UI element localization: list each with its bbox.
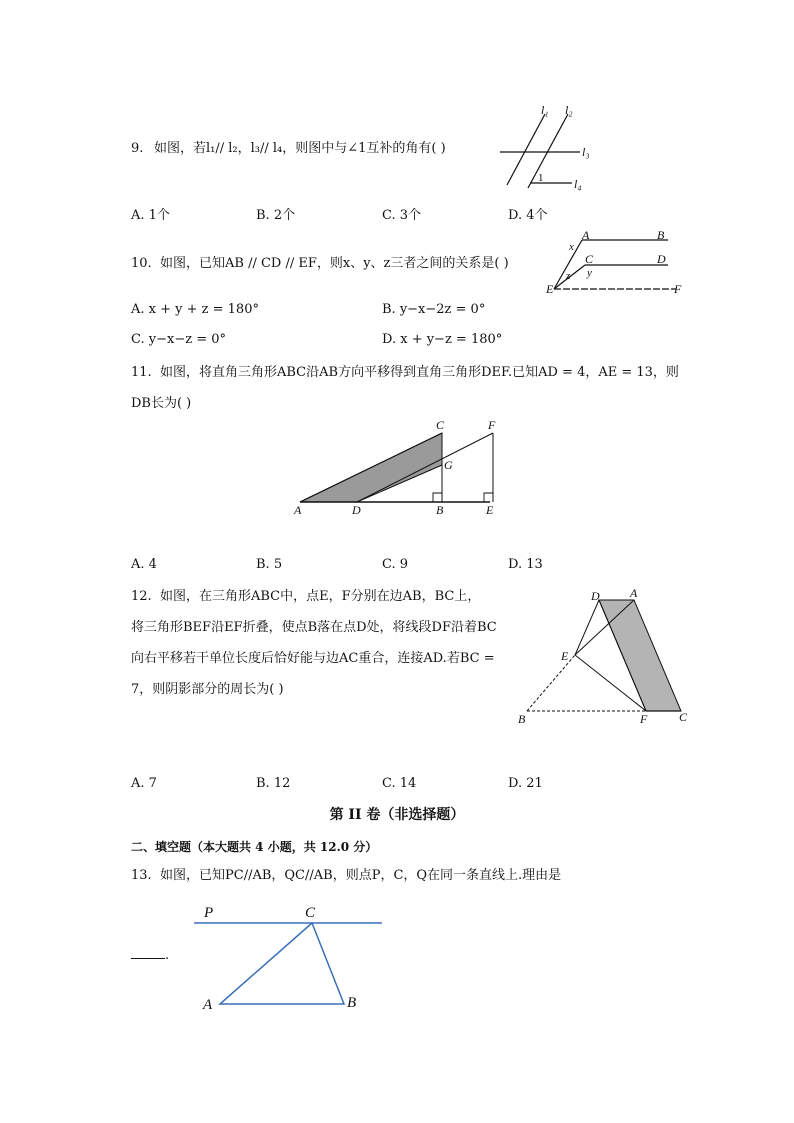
q9-label-l2: l₂ <box>565 103 573 117</box>
q12-line-ed <box>575 600 599 655</box>
q12-option-c[interactable]: C. 14 <box>382 776 417 791</box>
q11-label-b: B <box>436 503 444 517</box>
q11-stem-line1: 如图，将直角三角形ABC沿AB方向平移得到直角三角形DEF.已知AD = 4，AE = 13，则 <box>160 365 679 380</box>
q12-stem-line4: 7，则阴影部分的周长为( ) <box>131 682 284 697</box>
q9-label-l1: l₁ <box>541 103 549 117</box>
q10-option-a[interactable]: A. x + y + z = 180° <box>131 302 259 317</box>
q10-label-b: B <box>657 228 665 242</box>
q11-option-b[interactable]: B. 5 <box>256 557 283 572</box>
q11-right-angle-b <box>433 493 442 502</box>
q10-label-e: E <box>546 282 554 296</box>
q12-stem-line2: 将三角形BEF沿EF折叠，使点B落在点D处，将线段DF沿着BC <box>131 620 497 635</box>
q13-stem: 如图，已知PC//AB，QC//AB，则点P，C，Q在同一条直线上.理由是 <box>160 868 562 883</box>
q13-figure <box>192 898 392 1018</box>
q12-stem-line3: 向右平移若干单位长度后恰好能与边AC重合，连接AD.若BC = <box>131 651 495 666</box>
q12-label-f: F <box>640 712 648 726</box>
q11-label-c: C <box>436 418 445 432</box>
q13-label-b: B <box>347 995 357 1011</box>
q12-option-a[interactable]: A. 7 <box>131 776 157 791</box>
q11-option-d[interactable]: D. 13 <box>508 557 543 572</box>
q9-label-angle1: 1 <box>538 172 544 184</box>
q11-option-c[interactable]: C. 9 <box>382 557 409 572</box>
q10-number: 10. <box>131 256 152 271</box>
q10-label-z: z <box>566 270 571 282</box>
q10-option-b[interactable]: B. y−x−2z = 0° <box>382 302 486 317</box>
q9-option-b[interactable]: B. 2个 <box>256 208 296 223</box>
q9-label-l4: l₄ <box>574 177 582 191</box>
q9-label-l3: l₃ <box>582 145 590 159</box>
q9-figure <box>500 100 600 195</box>
q10-label-y: y <box>587 267 592 279</box>
q13-answer-blank[interactable] <box>131 946 165 959</box>
q10-option-c[interactable]: C. y−x−z = 0° <box>131 332 226 347</box>
q11-label-e: E <box>486 503 494 517</box>
q13-number: 13. <box>131 868 152 883</box>
q9-number: 9. <box>131 141 144 156</box>
q10-label-c: C <box>585 252 594 266</box>
q11-figure <box>290 415 510 525</box>
q10-label-d: D <box>657 252 666 266</box>
q12-option-d[interactable]: D. 21 <box>508 776 543 791</box>
section-part-heading: 二、填空题（本大题共 4 小题，共 12.0 分） <box>131 840 378 854</box>
q13-label-a: A <box>203 997 213 1013</box>
q13-answer-line[interactable] <box>131 946 169 965</box>
q11-label-g: G <box>444 458 453 472</box>
q10-label-f: F <box>674 282 682 296</box>
section-title: 第 II 卷（非选择题） <box>329 807 465 823</box>
q9-option-c[interactable]: C. 3个 <box>382 208 422 223</box>
q10-figure <box>540 228 690 298</box>
q11-number: 11. <box>131 365 152 380</box>
q12-number: 12. <box>131 589 152 604</box>
q11-label-d: D <box>352 503 361 517</box>
q11-stem-line2: DB长为( ) <box>131 396 192 411</box>
q13-triangle-abc <box>220 923 344 1004</box>
q13-period: . <box>165 948 170 963</box>
q10-stem: 如图，已知AB // CD // EF，则x、y、z三者之间的关系是( ) <box>160 256 509 271</box>
q13-label-c: C <box>305 905 316 921</box>
q9-stem: 如图，若l₁// l₂，l₃// l₄，则图中与∠1互补的角有( ) <box>154 141 446 156</box>
q10-label-x: x <box>569 241 574 253</box>
q12-label-c: C <box>679 710 688 724</box>
q12-line-be <box>527 655 575 711</box>
q10-label-a: A <box>582 228 590 242</box>
q12-label-d: D <box>591 589 600 603</box>
q12-label-b: B <box>518 712 526 726</box>
q11-label-a: A <box>294 503 302 517</box>
q9-option-d[interactable]: D. 4个 <box>508 208 548 223</box>
q9-line-l2 <box>528 114 568 188</box>
q12-option-b[interactable]: B. 12 <box>256 776 291 791</box>
q13-label-p: P <box>204 905 214 921</box>
q11-label-f: F <box>488 418 496 432</box>
q12-label-a: A <box>630 586 638 600</box>
q11-right-angle-e <box>484 493 493 502</box>
q10-option-d[interactable]: D. x + y−z = 180° <box>382 332 503 347</box>
q11-option-a[interactable]: A. 4 <box>131 557 157 572</box>
q12-stem-line1: 如图，在三角形ABC中，点E，F分别在边AB，BC上， <box>160 589 481 604</box>
q12-shaded-parallelogram <box>599 600 681 711</box>
q9-option-a[interactable]: A. 1个 <box>131 208 170 223</box>
q12-label-e: E <box>561 649 569 663</box>
q12-figure <box>512 586 702 726</box>
